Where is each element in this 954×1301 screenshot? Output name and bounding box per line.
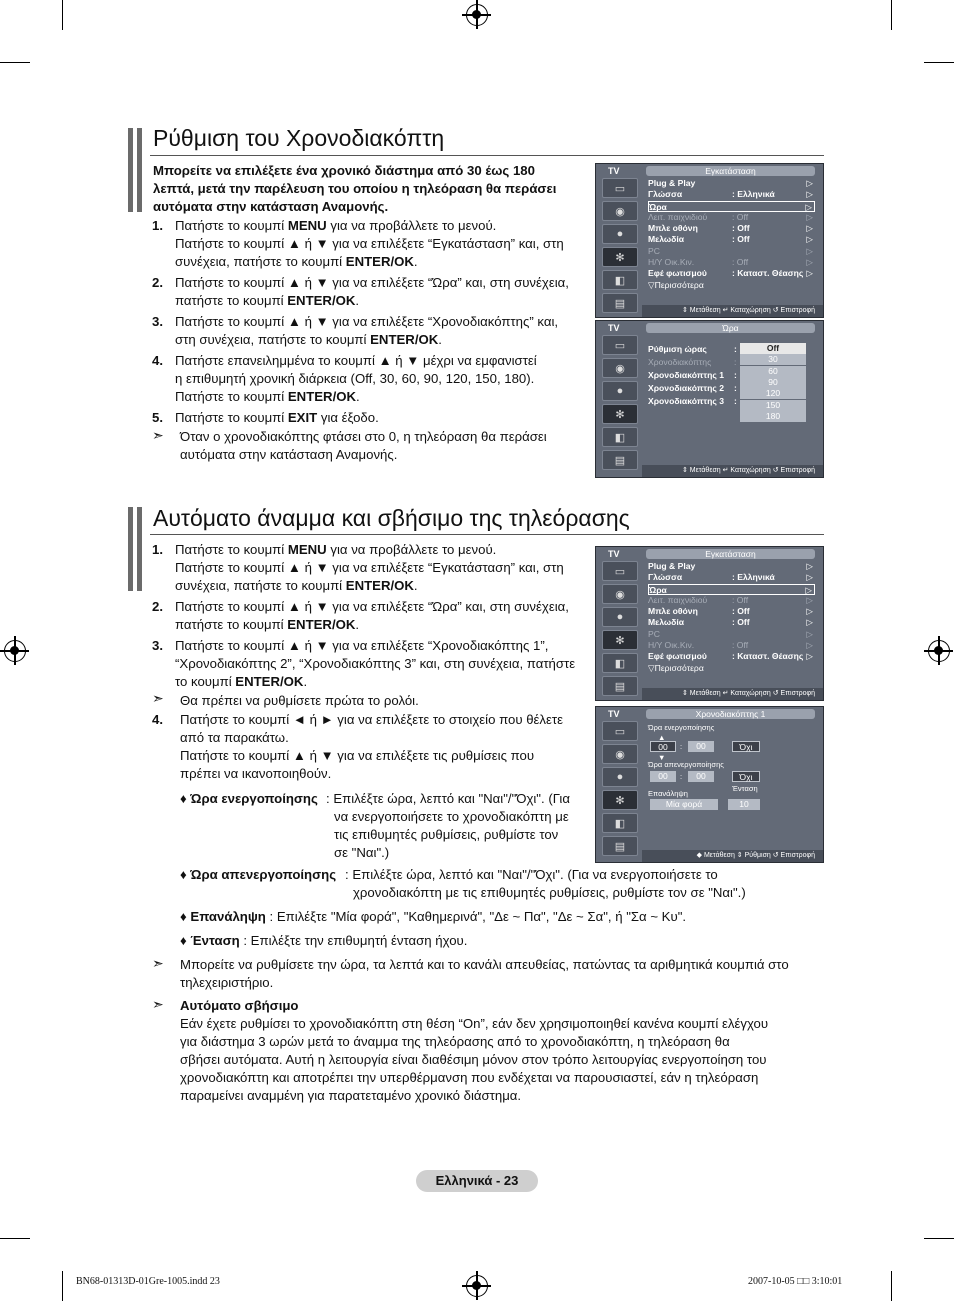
menu-item[interactable]: Λειτ. παιχνιδιού : Off ▷	[648, 211, 813, 222]
volume-label: Ένταση	[732, 784, 758, 793]
menu-category-icon[interactable]: ▤	[602, 450, 638, 470]
off-hour-field[interactable]: 00	[650, 771, 676, 782]
submenu-arrow-icon: ▷	[806, 245, 813, 256]
menu-item[interactable]: Ρύθμιση ώρας :	[648, 344, 737, 354]
menu-item[interactable]: Γλώσσα : Ελληνικά ▷	[648, 572, 813, 583]
menu-category-icon[interactable]: ▭	[602, 561, 638, 581]
tv-setup-menu	[595, 163, 824, 318]
submenu-arrow-icon: ▷	[805, 584, 812, 595]
submenu-arrow-icon: ▷	[806, 211, 813, 222]
tv-setup-menu	[595, 546, 824, 701]
note-arrow-icon: ➣	[152, 955, 164, 971]
footer-file: BN68-01313D-01Gre-1005.indd 23	[76, 1276, 220, 1287]
registration-mark-icon	[4, 640, 26, 662]
tv-time-menu	[595, 320, 824, 478]
step-number: 1.	[152, 542, 163, 557]
off-minute-field[interactable]: 00	[688, 771, 714, 782]
on-time-label: Ώρα ενεργοποίησης	[648, 723, 715, 732]
menu-category-icon[interactable]: ▭	[602, 178, 638, 198]
menu-category-icon[interactable]: ◧	[602, 653, 638, 673]
menu-sidebar	[596, 561, 642, 699]
section-marker	[128, 128, 142, 212]
timer-option[interactable]: 90	[740, 377, 806, 388]
title-divider	[150, 155, 824, 156]
timer-option[interactable]: 180	[740, 411, 806, 422]
section-marker	[128, 507, 142, 591]
submenu-arrow-icon: ▷	[806, 257, 813, 268]
menu-category-icon[interactable]: ◧	[602, 270, 638, 290]
step-text: Πατήστε το κουμπί ▲ ή ▼ για να επιλέξετε “Χρονοδιακόπτης” και, στη συνέχεια, πατήστε το κουμπί ENTER/OK.	[175, 314, 559, 347]
registration-mark-icon	[928, 640, 950, 662]
menu-rows	[648, 178, 815, 291]
on-hour-field[interactable]: 00	[650, 741, 676, 752]
bullet-on-text: : Επιλέξτε ώρα, λεπτό και "Ναι"/"Όχι". (Για να ενεργοποιήσετε το χρονοδιακόπτη με τις επιθυμητές ρυθμίσεις, ρυθμίστε τον σε "Ναι".)	[326, 791, 570, 860]
tv-label: TV	[608, 709, 620, 719]
step-number: 3.	[152, 314, 163, 329]
time-separator: :	[680, 742, 683, 751]
menu-category-icon[interactable]: ●	[602, 224, 638, 244]
section2-title: Αυτόματο άναμμα και σβήσιμο της τηλεόρασης	[153, 505, 630, 531]
menu-header: Εγκατάσταση	[646, 166, 815, 176]
bullet-repeat: ♦ Επανάληψη : Επιλέξτε "Μία φορά", "Καθημερινά", "Δε ~ Πα", "Δε ~ Σα", ή "Σα ~ Κυ".	[180, 909, 687, 924]
submenu-arrow-icon: ▷	[806, 640, 813, 651]
menu-item[interactable]: Ώρα ▷	[648, 584, 815, 595]
more-item[interactable]: ▽Περισσότερα	[648, 279, 704, 290]
menu-category-icon[interactable]: ◉	[602, 201, 638, 221]
bullet-off-label: ♦ Ώρα απενεργοποίησης	[180, 867, 337, 882]
menu-item[interactable]: Γλώσσα : Ελληνικά ▷	[648, 189, 813, 200]
auto-off-title: Αυτόματο σβήσιμο	[180, 998, 299, 1013]
note-arrow-icon: ➣	[152, 996, 164, 1012]
step-text: Πατήστε το κουμπί MENU για να προβάλλετε το μενού. Πατήστε το κουμπί ▲ ή ▼ για να επιλέξετε “Εγκατάσταση” και, στη συνέχεια, πατήστε το κουμπί ENTER/OK.	[175, 542, 564, 593]
step-text: Πατήστε το κουμπί ▲ ή ▼ για να επιλέξετε “Ώρα” και, στη συνέχεια, πατήστε το κουμπί ENTER/OK.	[175, 599, 569, 632]
menu-item[interactable]: Εφέ φωτισμού : Καταστ. Θέασης ▷	[648, 651, 813, 662]
registration-mark-icon	[466, 1275, 488, 1297]
menu-category-icon[interactable]: ◉	[602, 744, 638, 764]
crop-mark	[62, 0, 63, 30]
menu-category-icon[interactable]: ▤	[602, 836, 638, 856]
menu-category-icon[interactable]: ✻	[602, 247, 638, 267]
submenu-arrow-icon: ▷	[806, 606, 813, 617]
timer-option[interactable]: 30	[740, 354, 806, 365]
bullet-on-label: ♦ Ώρα ενεργοποίησης	[180, 791, 318, 806]
step-text: Πατήστε το κουμπί ▲ ή ▼ για να επιλέξετε “Ώρα” και, στη συνέχεια, πατήστε το κουμπί ENTER/OK.	[175, 275, 569, 308]
down-arrow-icon: ▼	[658, 753, 666, 762]
step-text: Πατήστε το κουμπί ▲ ή ▼ για να επιλέξετε “Χρονοδιακόπτης 1”, “Χρονοδιακόπτης 2”, “Χρονοδιακόπτης 3” και, στη συνέχεια, πατήστε το κουμπί ENTER/OK.	[175, 638, 576, 689]
off-enable-field[interactable]: Όχι	[732, 771, 760, 782]
menu-header: Εγκατάσταση	[646, 549, 815, 559]
on-minute-field[interactable]: 00	[688, 741, 714, 752]
menu-item[interactable]: Χρονοδιακόπτης 2 :	[648, 383, 737, 393]
menu-footer-hints: ⇕ Μετάθεση ↵ Καταχώρηση ↺ Επιστροφή	[642, 465, 823, 477]
step-number: 1.	[152, 218, 163, 233]
title-divider	[150, 534, 824, 535]
menu-item[interactable]: Χρονοδιακόπτης :	[648, 357, 737, 367]
bullet-off-text: : Επιλέξτε ώρα, λεπτό και "Ναι"/"Όχι". (Για να ενεργοποιήσετε το χρονοδιακόπτη με τις επιθυμητές ρυθμίσεις, ρυθμίστε τον σε "Ναι".)	[345, 867, 746, 900]
crop-mark	[924, 1238, 954, 1239]
menu-footer-hints: ◆ Μετάθεση ⇕ Ρύθμιση ↺ Επιστροφή	[642, 850, 823, 862]
menu-category-icon[interactable]: ▤	[602, 293, 638, 313]
timer-option[interactable]: 150	[740, 400, 806, 411]
timer-option[interactable]: 120	[740, 388, 806, 399]
menu-item[interactable]: Plug & Play ▷	[648, 561, 813, 571]
menu-category-icon[interactable]: ◧	[602, 813, 638, 833]
menu-category-icon[interactable]: ◧	[602, 427, 638, 447]
step4-text: Πατήστε το κουμπί ◄ ή ► για να επιλέξετε το στοιχείο που θέλετε από τα παρακάτω. Πατήστε το κουμπί ▲ ή ▼ για να επιλέξετε τις ρυθμίσεις που πρέπει να ικανοποιηθούν.	[180, 712, 563, 781]
tv-label: TV	[608, 549, 620, 559]
registration-mark-icon	[466, 4, 488, 26]
footer-date: 2007-10-05 □□ 3:10:01	[748, 1276, 843, 1287]
submenu-arrow-icon: ▷	[806, 234, 813, 245]
section1-note: Όταν ο χρονοδιακόπτης φτάσει στο 0, η τηλεόραση θα περάσει αυτόματα στην κατάσταση Αναμονής.	[180, 429, 547, 462]
note-arrow-icon: ➣	[152, 427, 164, 443]
menu-category-icon[interactable]: ●	[602, 607, 638, 627]
menu-item[interactable]: Λειτ. παιχνιδιού : Off ▷	[648, 594, 813, 605]
menu-category-icon[interactable]: ▭	[602, 335, 638, 355]
timer-option[interactable]: Off	[740, 343, 806, 354]
off-time-label: Ώρα απενεργοποίησης	[648, 760, 724, 769]
menu-item[interactable]: Χρονοδιακόπτης 3 :	[648, 396, 737, 406]
repeat-field[interactable]: Μία φορά	[650, 799, 718, 810]
submenu-arrow-icon: ▷	[806, 594, 813, 605]
crop-mark	[924, 62, 954, 63]
step-text: Πατήστε το κουμπί MENU για να προβάλλετε το μενού. Πατήστε το κουμπί ▲ ή ▼ για να επιλέξετε “Εγκατάσταση” και, στη συνέχεια, πατήστε το κουμπί ENTER/OK.	[175, 218, 564, 269]
crop-mark	[0, 62, 30, 63]
step-number: 2.	[152, 599, 163, 614]
crop-mark	[62, 1271, 63, 1301]
menu-category-icon[interactable]: ◉	[602, 584, 638, 604]
time-separator: :	[680, 772, 683, 781]
menu-category-icon[interactable]: ●	[602, 767, 638, 787]
submenu-arrow-icon: ▷	[806, 572, 813, 583]
menu-item[interactable]: Χρονοδιακόπτης 1 :	[648, 370, 737, 380]
submenu-arrow-icon: ▷	[806, 268, 813, 279]
timer-option[interactable]: 60	[740, 366, 806, 377]
crop-mark	[0, 1238, 30, 1239]
menu-sidebar	[596, 178, 642, 316]
up-arrow-icon: ▲	[658, 733, 666, 742]
menu-category-icon[interactable]: ▭	[602, 721, 638, 741]
numeric-note: Μπορείτε να ρυθμίσετε την ώρα, τα λεπτά και το κανάλι απευθείας, πατώντας τα αριθμητικά κουμπιά στο τηλεχειριστήριο.	[180, 957, 789, 990]
menu-item[interactable]: PC ▷	[648, 628, 813, 639]
menu-header: Ώρα	[646, 323, 815, 333]
submenu-arrow-icon: ▷	[806, 178, 813, 188]
repeat-label: Επανάληψη	[648, 789, 688, 798]
step-text: Πατήστε το κουμπί EXIT για έξοδο.	[175, 410, 379, 425]
step-number: 3.	[152, 638, 163, 653]
step-number: 4.	[152, 353, 163, 368]
menu-category-icon[interactable]: ✻	[602, 630, 638, 650]
step-number: 4.	[152, 712, 163, 727]
submenu-arrow-icon: ▷	[806, 628, 813, 639]
tv-label: TV	[608, 323, 620, 333]
crop-mark	[891, 0, 892, 30]
menu-category-icon[interactable]: ✻	[602, 790, 638, 810]
crop-mark	[891, 1271, 892, 1301]
menu-footer-hints: ⇕ Μετάθεση ↵ Καταχώρηση ↺ Επιστροφή	[642, 305, 823, 317]
step-number: 5.	[152, 410, 163, 425]
menu-item[interactable]: Εφέ φωτισμού : Καταστ. Θέασης ▷	[648, 268, 813, 279]
submenu-arrow-icon: ▷	[806, 189, 813, 200]
menu-item[interactable]: Ώρα ▷	[648, 201, 815, 212]
menu-sidebar	[596, 335, 642, 473]
page-number-badge: Ελληνικά - 23	[416, 1170, 538, 1192]
on-enable-field[interactable]: Όχι	[732, 741, 760, 752]
menu-header: Χρονοδιακόπτης 1	[646, 709, 815, 719]
submenu-arrow-icon: ▷	[806, 561, 813, 571]
auto-off-text: Εάν έχετε ρυθμίσει το χρονοδιακόπτη στη θέση “On”, εάν δεν χρησιμοποιηθεί κανένα κουμπί ελέγχου για διάστημα 3 ωρών μετά το άναμμα της τηλεόρασης από το χρονοδιακόπτη, η τηλεόραση θα σβήσει αυτόματα. Αυτή η λειτουργία είναι διαθέσιμη μόνον στον τρόπο λειτουργίας ενεργοποίηση του χρονοδιακόπτη και αποτρέπει την υπερθέρμανση που ενδέχεται να παρουσιαστεί, εάν η τηλεόραση παραμείνει αναμμένη για παρατεταμένο χρονικό διάστημα.	[180, 1016, 769, 1103]
step-number: 2.	[152, 275, 163, 290]
section1-intro: Μπορείτε να επιλέξετε ένα χρονικό διάστημα από 30 έως 180 λεπτά, μετά την παρέλευση του οποίου η τηλεόραση θα περάσει αυτόματα στην κατάσταση Αναμονής.	[153, 163, 557, 214]
menu-item[interactable]: Η/Υ Οικ.Κιν. : Off ▷	[648, 257, 813, 268]
submenu-arrow-icon: ▷	[806, 651, 813, 662]
menu-category-icon[interactable]: ▤	[602, 676, 638, 696]
menu-sidebar	[596, 721, 642, 859]
menu-item[interactable]: PC ▷	[648, 245, 813, 256]
submenu-arrow-icon: ▷	[805, 201, 812, 212]
menu-item[interactable]: Μελωδία : Off ▷	[648, 617, 813, 628]
note-arrow-icon: ➣	[152, 690, 164, 706]
volume-field[interactable]: 10	[728, 799, 760, 810]
tv-label: TV	[608, 166, 620, 176]
more-item[interactable]: ▽Περισσότερα	[648, 662, 704, 673]
menu-item[interactable]: Plug & Play ▷	[648, 178, 813, 188]
menu-category-icon[interactable]: ◉	[602, 358, 638, 378]
menu-category-icon[interactable]: ✻	[602, 404, 638, 424]
menu-item[interactable]: Μπλε οθόνη : Off ▷	[648, 223, 813, 234]
menu-rows	[648, 561, 815, 674]
menu-item[interactable]: Μελωδία : Off ▷	[648, 234, 813, 245]
section1-title: Ρύθμιση του Χρονοδιακόπτη	[153, 125, 445, 151]
menu-item[interactable]: Η/Υ Οικ.Κιν. : Off ▷	[648, 640, 813, 651]
tv-timer1-menu	[595, 706, 824, 863]
submenu-arrow-icon: ▷	[806, 617, 813, 628]
menu-footer-hints: ⇕ Μετάθεση ↵ Καταχώρηση ↺ Επιστροφή	[642, 688, 823, 700]
clock-note: Θα πρέπει να ρυθμίσετε πρώτα το ρολόι.	[180, 693, 419, 708]
bullet-volume: ♦ Ένταση : Επιλέξτε την επιθυμητή ένταση ήχου.	[180, 933, 468, 948]
menu-item[interactable]: Μπλε οθόνη : Off ▷	[648, 606, 813, 617]
submenu-arrow-icon: ▷	[806, 223, 813, 234]
menu-category-icon[interactable]: ●	[602, 381, 638, 401]
step-text: Πατήστε επανειλημμένα το κουμπί ▲ ή ▼ μέχρι να εμφανιστεί η επιθυμητή χρονική διάρκεια (Off, 30, 60, 90, 120, 150, 180). Πατήστε το κουμπί ENTER/OK.	[175, 353, 537, 404]
